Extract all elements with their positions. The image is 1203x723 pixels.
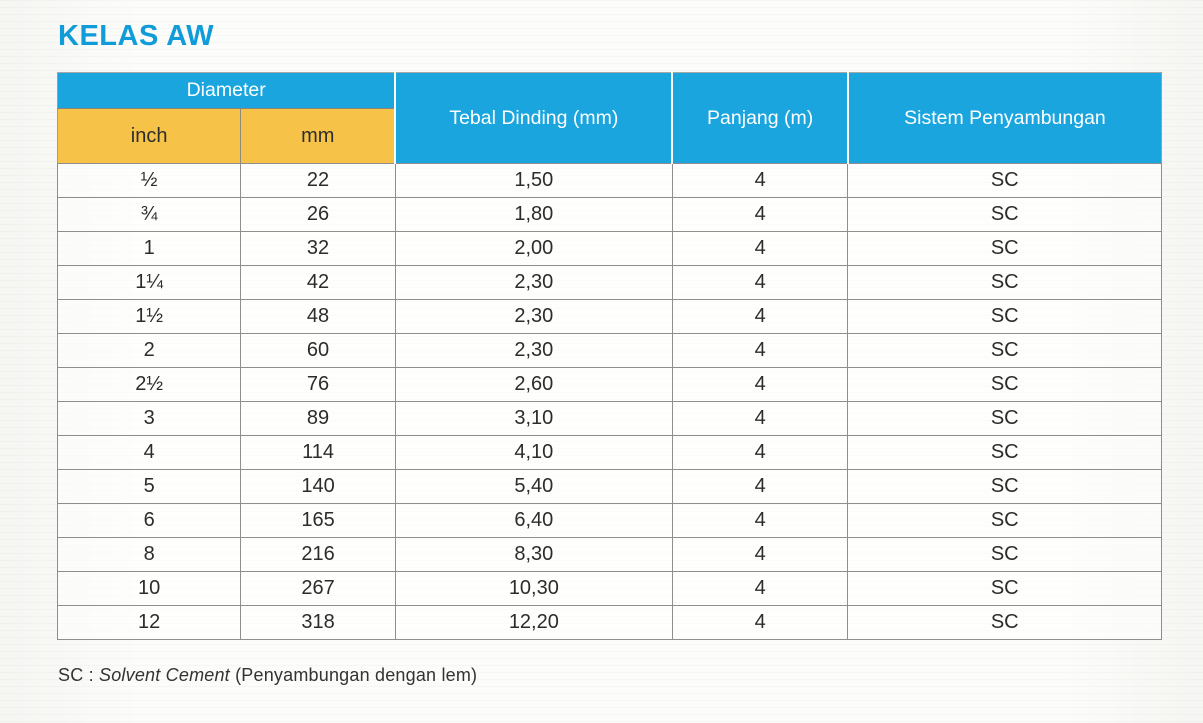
table-row: [58, 470, 1162, 504]
cell-sistem-penyambungan: SC: [848, 470, 1162, 504]
cell-tebal-dinding: 5,40: [395, 470, 672, 504]
page-title: KELAS AW: [58, 20, 214, 52]
cell-diameter-mm: 318: [241, 606, 396, 640]
cell-tebal-dinding: 2,30: [395, 334, 672, 368]
cell-diameter-inch: 3: [58, 402, 241, 436]
cell-panjang: 4: [672, 436, 848, 470]
cell-sistem-penyambungan: SC: [848, 334, 1162, 368]
cell-panjang: 4: [672, 232, 848, 266]
cell-diameter-inch: 1¼: [58, 266, 241, 300]
spec-table: [57, 72, 1162, 640]
cell-diameter-mm: 26: [241, 198, 396, 232]
cell-tebal-dinding: 6,40: [395, 504, 672, 538]
footnote: [58, 665, 477, 686]
column-header-tebal-dinding: Tebal Dinding (mm): [395, 73, 672, 164]
column-header-panjang: Panjang (m): [672, 73, 848, 164]
cell-tebal-dinding: 10,30: [395, 572, 672, 606]
cell-diameter-inch: 1: [58, 232, 241, 266]
cell-diameter-mm: 216: [241, 538, 396, 572]
table-row: [58, 606, 1162, 640]
footnote-description: (Penyambungan dengan lem): [229, 665, 478, 685]
footnote-term: Solvent Cement: [99, 665, 230, 685]
cell-diameter-inch: 1½: [58, 300, 241, 334]
cell-sistem-penyambungan: SC: [848, 606, 1162, 640]
cell-sistem-penyambungan: SC: [848, 504, 1162, 538]
cell-diameter-mm: 60: [241, 334, 396, 368]
cell-diameter-mm: 22: [241, 164, 396, 198]
column-subheader-mm: mm: [241, 109, 396, 164]
table-row: [58, 538, 1162, 572]
cell-sistem-penyambungan: SC: [848, 572, 1162, 606]
cell-panjang: 4: [672, 198, 848, 232]
cell-diameter-mm: 48: [241, 300, 396, 334]
table-row: [58, 198, 1162, 232]
cell-diameter-mm: 165: [241, 504, 396, 538]
cell-sistem-penyambungan: SC: [848, 232, 1162, 266]
cell-diameter-mm: 89: [241, 402, 396, 436]
table-row: [58, 334, 1162, 368]
cell-diameter-inch: 5: [58, 470, 241, 504]
cell-panjang: 4: [672, 470, 848, 504]
cell-panjang: 4: [672, 300, 848, 334]
cell-diameter-inch: 2: [58, 334, 241, 368]
cell-diameter-mm: 114: [241, 436, 396, 470]
footnote-abbreviation: SC :: [58, 665, 100, 685]
cell-sistem-penyambungan: SC: [848, 198, 1162, 232]
cell-panjang: 4: [672, 266, 848, 300]
cell-sistem-penyambungan: SC: [848, 368, 1162, 402]
table-row: [58, 572, 1162, 606]
table-row: [58, 368, 1162, 402]
cell-diameter-inch: 10: [58, 572, 241, 606]
cell-panjang: 4: [672, 164, 848, 198]
cell-tebal-dinding: 1,80: [395, 198, 672, 232]
cell-diameter-mm: 267: [241, 572, 396, 606]
cell-sistem-penyambungan: SC: [848, 164, 1162, 198]
column-header-diameter: Diameter: [58, 73, 396, 109]
cell-sistem-penyambungan: SC: [848, 538, 1162, 572]
table-row: [58, 436, 1162, 470]
cell-panjang: 4: [672, 504, 848, 538]
cell-tebal-dinding: 2,30: [395, 266, 672, 300]
cell-diameter-inch: 8: [58, 538, 241, 572]
cell-diameter-inch: ¾: [58, 198, 241, 232]
cell-panjang: 4: [672, 402, 848, 436]
cell-sistem-penyambungan: SC: [848, 266, 1162, 300]
table-row: [58, 266, 1162, 300]
cell-diameter-inch: 12: [58, 606, 241, 640]
cell-sistem-penyambungan: SC: [848, 436, 1162, 470]
cell-tebal-dinding: 12,20: [395, 606, 672, 640]
cell-tebal-dinding: 3,10: [395, 402, 672, 436]
cell-sistem-penyambungan: SC: [848, 300, 1162, 334]
cell-diameter-inch: 4: [58, 436, 241, 470]
cell-diameter-mm: 76: [241, 368, 396, 402]
cell-tebal-dinding: 2,00: [395, 232, 672, 266]
cell-tebal-dinding: 1,50: [395, 164, 672, 198]
table-row: [58, 402, 1162, 436]
cell-sistem-penyambungan: SC: [848, 402, 1162, 436]
spec-table-container: [57, 72, 1162, 640]
table-row: [58, 300, 1162, 334]
cell-diameter-inch: 2½: [58, 368, 241, 402]
cell-diameter-mm: 32: [241, 232, 396, 266]
cell-panjang: 4: [672, 368, 848, 402]
cell-diameter-inch: ½: [58, 164, 241, 198]
cell-panjang: 4: [672, 538, 848, 572]
cell-tebal-dinding: 2,30: [395, 300, 672, 334]
cell-tebal-dinding: 4,10: [395, 436, 672, 470]
cell-diameter-inch: 6: [58, 504, 241, 538]
table-row: [58, 504, 1162, 538]
cell-diameter-mm: 140: [241, 470, 396, 504]
table-row: [58, 164, 1162, 198]
table-row: [58, 232, 1162, 266]
spec-table-body: [58, 164, 1162, 640]
cell-panjang: 4: [672, 334, 848, 368]
column-subheader-inch: inch: [58, 109, 241, 164]
cell-diameter-mm: 42: [241, 266, 396, 300]
cell-tebal-dinding: 8,30: [395, 538, 672, 572]
cell-panjang: 4: [672, 606, 848, 640]
column-header-sistem-penyambungan: Sistem Penyambungan: [848, 73, 1162, 164]
cell-panjang: 4: [672, 572, 848, 606]
cell-tebal-dinding: 2,60: [395, 368, 672, 402]
